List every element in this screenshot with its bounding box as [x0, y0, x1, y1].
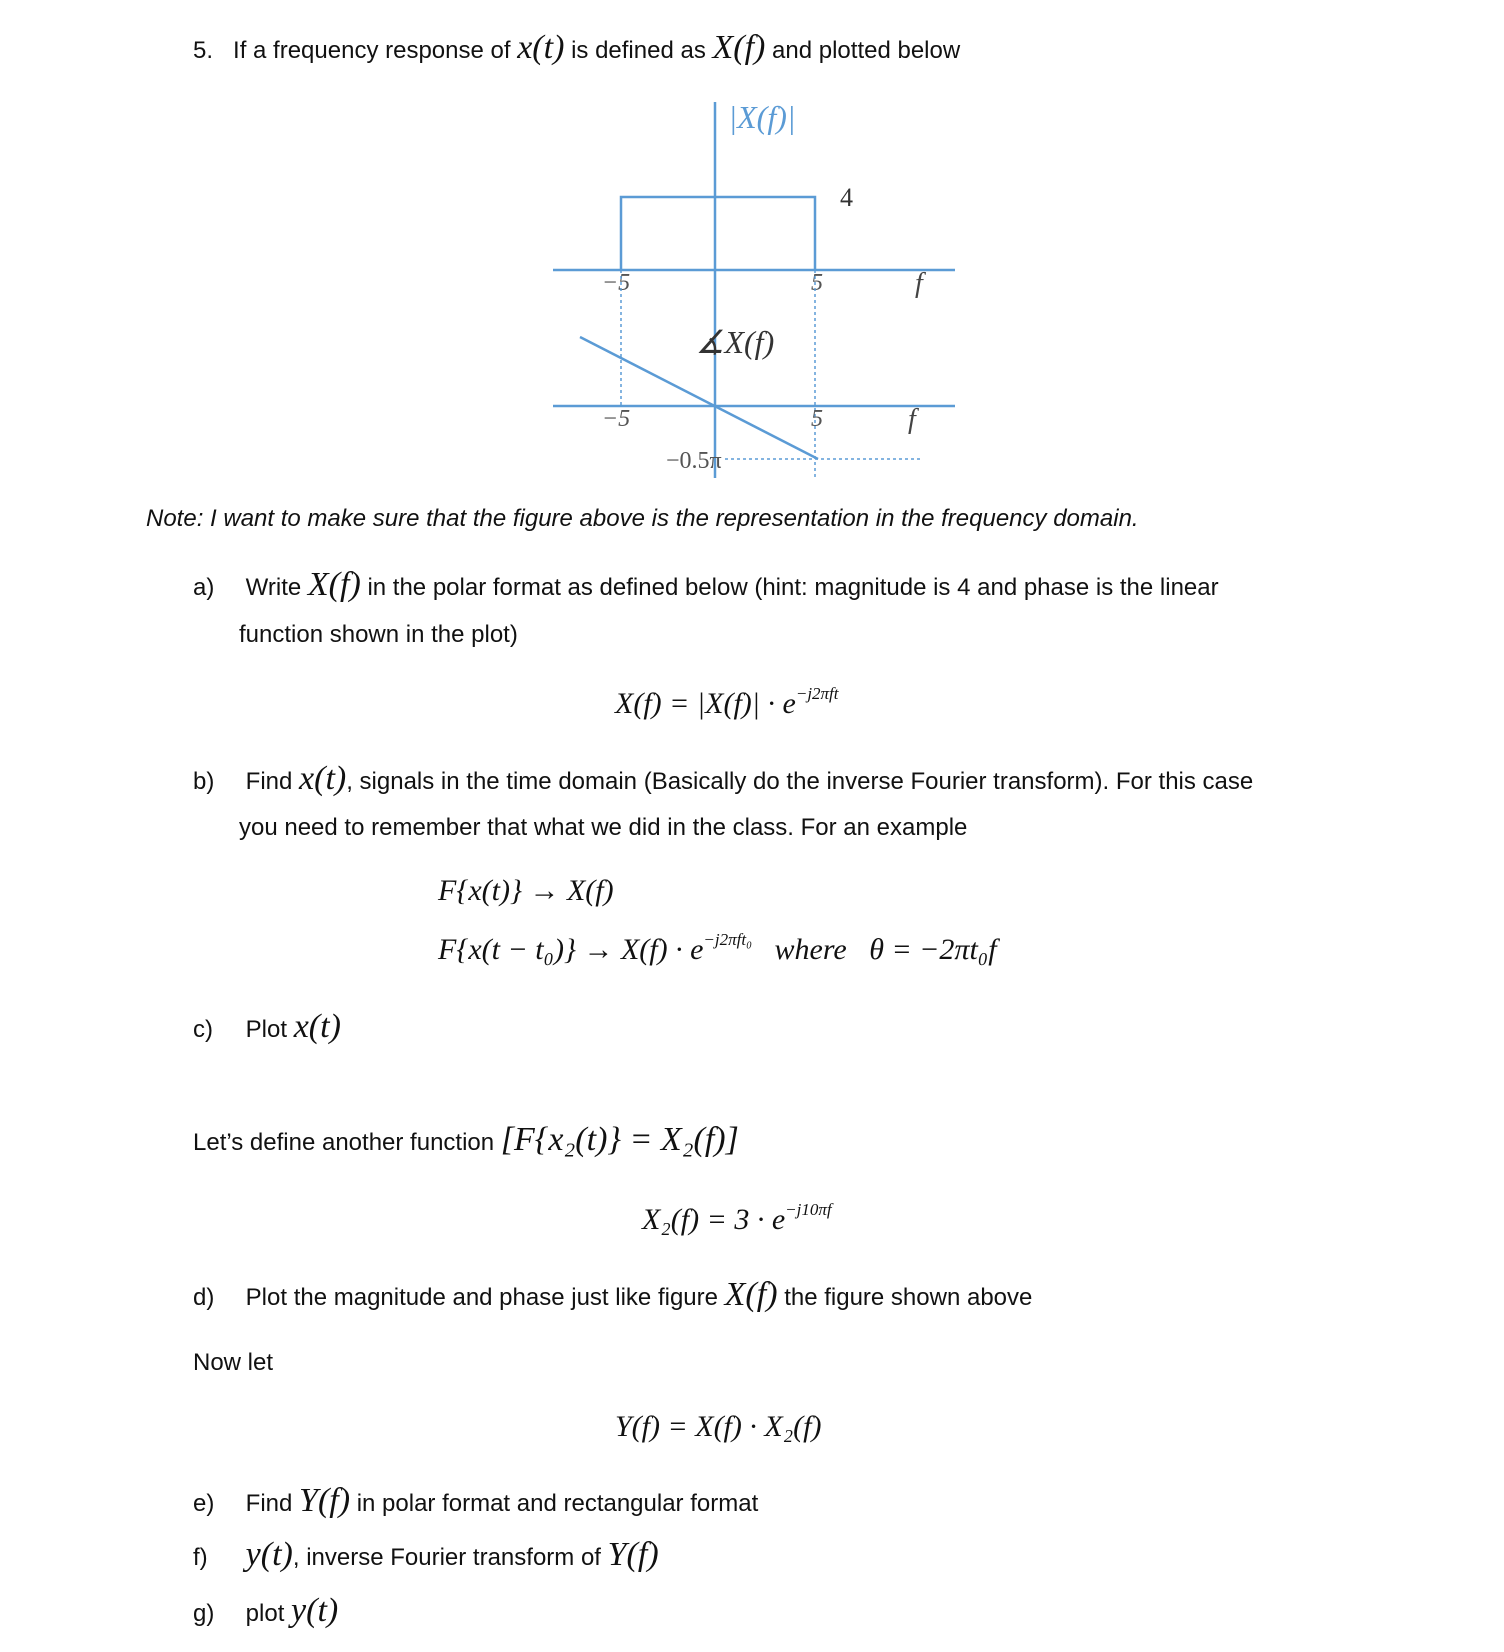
part-c: c) Plot x(t)	[193, 1008, 341, 1045]
question-number: 5.	[193, 37, 214, 64]
part-f-label: f)	[193, 1544, 208, 1571]
part-g: g) plot y(t)	[193, 1592, 339, 1629]
now-let-text: Now let	[193, 1349, 274, 1376]
part-e: e) Find Y(f) in polar format and rectangular format	[193, 1482, 759, 1519]
frequency-response-figure	[0, 0, 1504, 500]
phase-min-label: −0.5π	[666, 448, 722, 474]
fourier-pair-equation: F{x(t)} → X(f)	[438, 874, 614, 907]
magnitude-neg-tick: −5	[601, 270, 631, 296]
part-a-label: a)	[193, 574, 215, 601]
part-g-label: g)	[193, 1600, 215, 1627]
frequency-domain-note: Note: I want to make sure that the figure above is the representation in the frequency domain.	[146, 505, 1139, 532]
part-b: b) Find x(t), signals in the time domain (Basically do the inverse Fourier transform). For this case	[193, 760, 1254, 797]
phase-pos-tick: 5	[811, 406, 823, 432]
define-function: Let’s define another function [F{x₂(t)} = X₂(f)]	[193, 1121, 739, 1158]
part-f: f) y(t), inverse Fourier transform of Y(f)	[193, 1536, 659, 1573]
phase-title: ∡X(f)	[695, 324, 775, 360]
magnitude-f-label: f	[915, 268, 923, 299]
x2-equation: $X_2(f) = 3 \cdot e^{-j10\pi f}$	[642, 1200, 832, 1236]
magnitude-rect	[621, 197, 815, 270]
magnitude-level-label: 4	[840, 183, 853, 212]
part-a: a) Write X(f) in the polar format as defined below (hint: magnitude is 4 and phase is the linear	[193, 566, 1219, 603]
phase-neg-tick: −5	[601, 406, 631, 432]
part-e-label: e)	[193, 1490, 215, 1517]
magnitude-pos-tick: 5	[811, 270, 823, 296]
y-equation: Y(f) = X(f) · X₂(f)	[615, 1410, 822, 1443]
part-b-label: b)	[193, 768, 215, 795]
part-d-label: d)	[193, 1284, 215, 1311]
part-b-line2: you need to remember that what we did in the class. For an example	[239, 814, 968, 841]
magnitude-title: |X(f)|	[728, 99, 796, 135]
polar-format-equation: $X(f) = |X(f)| \cdot e^{-j2\pi ft}$	[615, 684, 839, 720]
phase-f-label: f	[908, 404, 916, 435]
part-a-line2: function shown in the plot)	[239, 621, 518, 648]
question-header: 5. If a frequency response of x(t) is defined as X(f) and plotted below	[193, 29, 961, 66]
part-d: d) Plot the magnitude and phase just like figure X(f) the figure shown above	[193, 1276, 1033, 1313]
time-shift-equation: $F\{x(t - t_0)\} \to X(f) \cdot e^{-j2\pi ft_0}$ where θ = −2πt₀f	[438, 930, 997, 966]
part-c-label: c)	[193, 1016, 213, 1043]
